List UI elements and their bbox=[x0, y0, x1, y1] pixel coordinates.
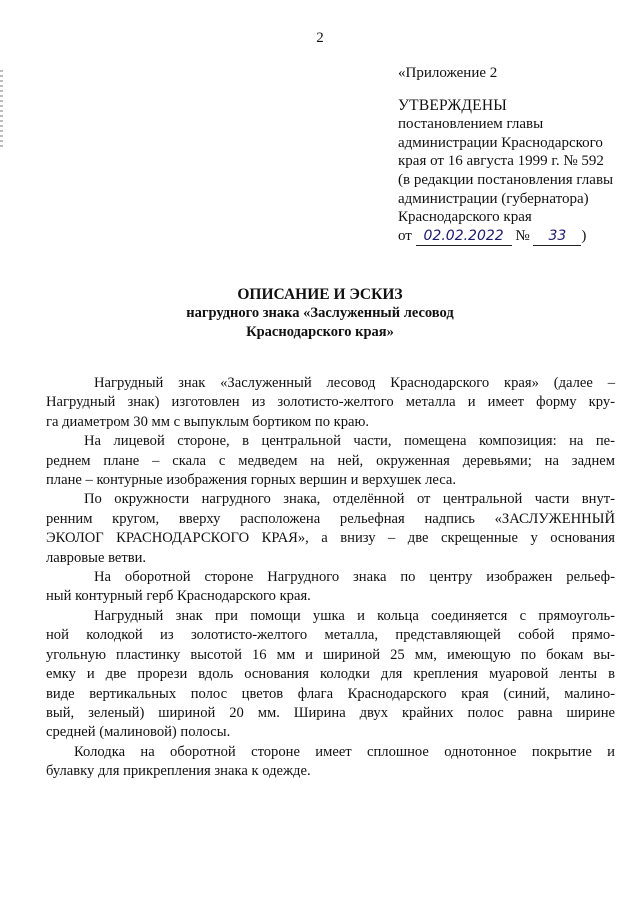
text-line: лавровые ветви. bbox=[46, 549, 147, 566]
approval-line: края от 16 августа 1999 г. № 592 bbox=[398, 153, 604, 170]
paragraph bbox=[46, 432, 615, 490]
approval-line: администрации (губернатора) bbox=[398, 190, 589, 207]
text-line: Нагрудный знак «Заслуженный лесовод Краснодарского края» (далее – bbox=[94, 375, 615, 391]
text-line: булавку для прикрепления знака к одежде. bbox=[46, 763, 311, 780]
paragraph bbox=[46, 490, 615, 568]
heading-title: ОПИСАНИЕ И ЭСКИЗ bbox=[237, 286, 403, 303]
handwritten-number: 33 bbox=[533, 227, 581, 247]
approval-line: (в редакции постановления главы bbox=[398, 171, 614, 188]
appendix-label: «Приложение 2 bbox=[398, 65, 498, 81]
closing-paren: ) bbox=[581, 227, 587, 244]
heading-subtitle-1: нагрудного знака «Заслуженный лесовод bbox=[186, 305, 454, 321]
paragraph bbox=[46, 607, 615, 743]
paragraph bbox=[46, 568, 615, 607]
approved-heading: УТВЕРЖДЕНЫ bbox=[398, 96, 507, 114]
decree-reference-line bbox=[398, 227, 634, 247]
text-line: реднем плане – скала с медведем на ней, окруженная деревьями; на заднем bbox=[46, 452, 615, 469]
text-line: емку и две прорези вдоль основания колодки для крепления муаровой ленты в bbox=[46, 666, 615, 683]
text-line: Нагрудный знак) изготовлен из золотисто-желтого металла и имеет форму кру- bbox=[46, 394, 615, 411]
text-line: виде вертикальных полос цветов флага Краснодарского края (синий, малино- bbox=[46, 685, 615, 702]
text-line: вый, зеленый) шириной 20 мм. Ширина двух крайних полос равна ширине bbox=[46, 704, 615, 721]
document-body bbox=[46, 374, 615, 782]
page-number: 2 bbox=[316, 30, 324, 46]
text-line: ной колодкой из золотисто-желтого металла, представляющей собой прямо- bbox=[46, 627, 615, 644]
text-line: средней (малиновой) полосы. bbox=[46, 724, 231, 741]
number-label: № bbox=[515, 227, 530, 244]
document-heading bbox=[0, 285, 640, 342]
text-line: ренним кругом, вверху расположена рельефная надпись «ЗАСЛУЖЕННЫЙ bbox=[46, 510, 615, 527]
text-line: На лицевой стороне, в центральной части, помещена композиция: на пе- bbox=[84, 433, 615, 450]
approval-block bbox=[398, 64, 634, 246]
text-line: ЭКОЛОГ КРАСНОДАРСКОГО КРАЯ», а внизу – две скрещенные у основания bbox=[46, 530, 615, 547]
text-line: По окружности нагрудного знака, отделённой от центральной части внут- bbox=[84, 491, 615, 508]
text-line: ный контурный герб Краснодарского края. bbox=[46, 588, 311, 605]
paragraph bbox=[46, 374, 615, 432]
text-line: угольную пластинку высотой 16 мм и шириной 25 мм, имеющую по бокам вы- bbox=[46, 646, 615, 663]
text-line: Колодка на оборотной стороне имеет сплошное однотонное покрытие и bbox=[74, 743, 615, 760]
handwritten-date: 02.02.2022 bbox=[416, 227, 512, 247]
text-line: Нагрудный знак при помощи ушка и кольца соединяется с прямоуголь- bbox=[94, 607, 615, 624]
approval-line: Краснодарского края bbox=[398, 209, 532, 226]
paragraph bbox=[46, 743, 615, 782]
text-line: На оборотной стороне Нагрудного знака по центру изображен рельеф- bbox=[94, 569, 615, 586]
from-label: от bbox=[398, 227, 412, 244]
text-line: га диаметром 30 мм с выпуклым бортиком по краю. bbox=[46, 413, 370, 430]
text-line: плане – контурные изображения горных вершин и верхушек леса. bbox=[46, 472, 457, 489]
approval-line: постановлением главы bbox=[398, 116, 544, 133]
approval-line: администрации Краснодарского bbox=[398, 134, 603, 151]
scan-margin-mark bbox=[0, 70, 3, 150]
heading-subtitle-2: Краснодарского края» bbox=[246, 324, 394, 340]
